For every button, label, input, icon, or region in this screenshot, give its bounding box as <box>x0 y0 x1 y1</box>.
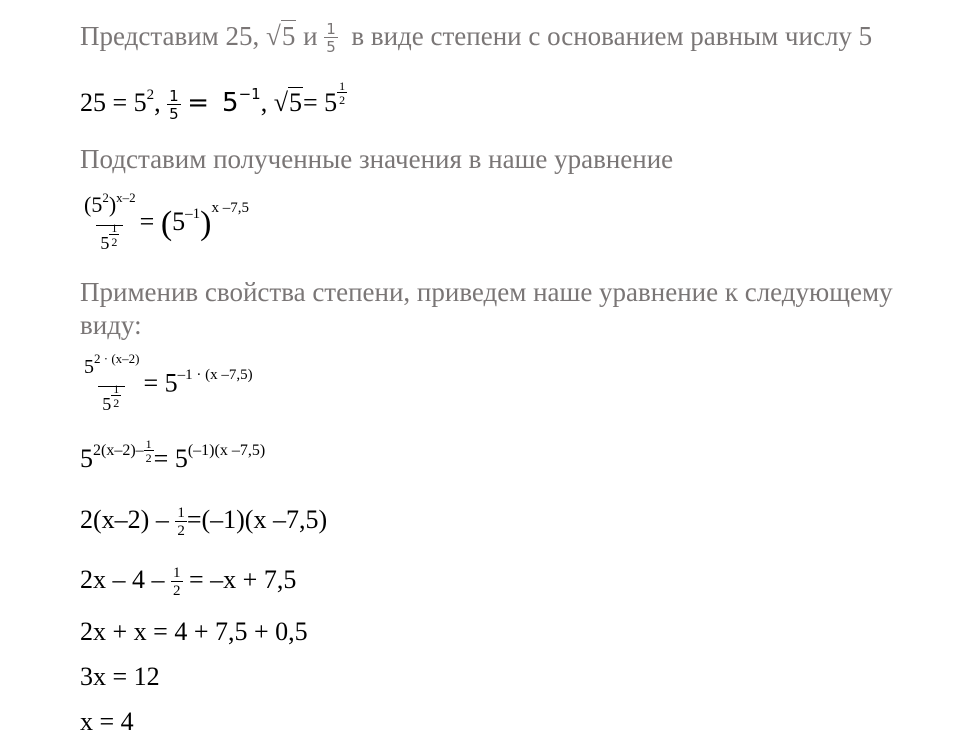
powers-line <box>80 79 347 123</box>
base-5: 5 <box>222 88 239 118</box>
power-25-exp: 2 <box>146 87 155 103</box>
intro-text-3: в виде степени с основанием равным числу 5 <box>351 21 873 51</box>
eq1-fraction: $(5^2)^{x-2}$ 5 $\frac{1}{2}$ <box>80 190 140 258</box>
comma: , <box>154 88 161 117</box>
equation-8: x = 4 <box>80 707 134 736</box>
apply-text-2: виду: <box>80 310 142 340</box>
exp-minus-one: −1 <box>238 85 261 103</box>
equation-2: $5^{2 \cdot (x-2)}$ 5 $\frac{1}{2}$ = $5^{-1 \cdot (x -7,5)}$ <box>80 352 253 419</box>
equals-5: = 5 <box>302 88 338 117</box>
intro-text-1: Представим 25, <box>80 21 260 51</box>
exp-one-half: $\frac{1}{2}$ <box>339 79 346 108</box>
equals: = <box>139 206 155 236</box>
intro-text-2: и <box>303 21 318 51</box>
equation-6: 2x + x = 4 + 7,5 + 0,5 <box>80 617 308 646</box>
substitute-text: Подставим полученные значения в наше уравнение <box>80 144 674 174</box>
fraction-one-fifth: $\frac{1}{5}$ <box>326 20 336 57</box>
intro-line <box>80 20 872 55</box>
equals: = <box>187 88 210 118</box>
eq2-fraction: $5^{2 \cdot (x-2)}$ 5 $\frac{1}{2}$ <box>80 352 144 419</box>
power-25: 25 = 5 <box>80 88 147 117</box>
equation-7: 3x = 12 <box>80 662 160 691</box>
fraction-one-fifth: $\frac{1}{5}$ <box>169 86 179 123</box>
equation-3: $5^{2(x-2)- \frac{1}{2}}$ = $5^{(-1)(x -7,5)}$ <box>80 437 266 473</box>
apply-text: Применив свойства степени, приведем наше уравнение к следующему <box>80 277 893 307</box>
sqrt-5: √5 <box>273 88 302 117</box>
comma: , <box>260 88 268 117</box>
sqrt-5: √5 <box>266 21 296 51</box>
equation-1: $(5^2)^{x-2}$ 5 $\frac{1}{2}$ = $(5^{-1})^{x -7,5}$ <box>80 190 249 258</box>
equation-4: 2(x–2) – $\frac{1}{2}$ =(–1)(x –7,5) <box>80 504 328 539</box>
equation-5: 2x – 4 – $\frac{1}{2}$ = –x + 7,5 <box>80 564 297 599</box>
